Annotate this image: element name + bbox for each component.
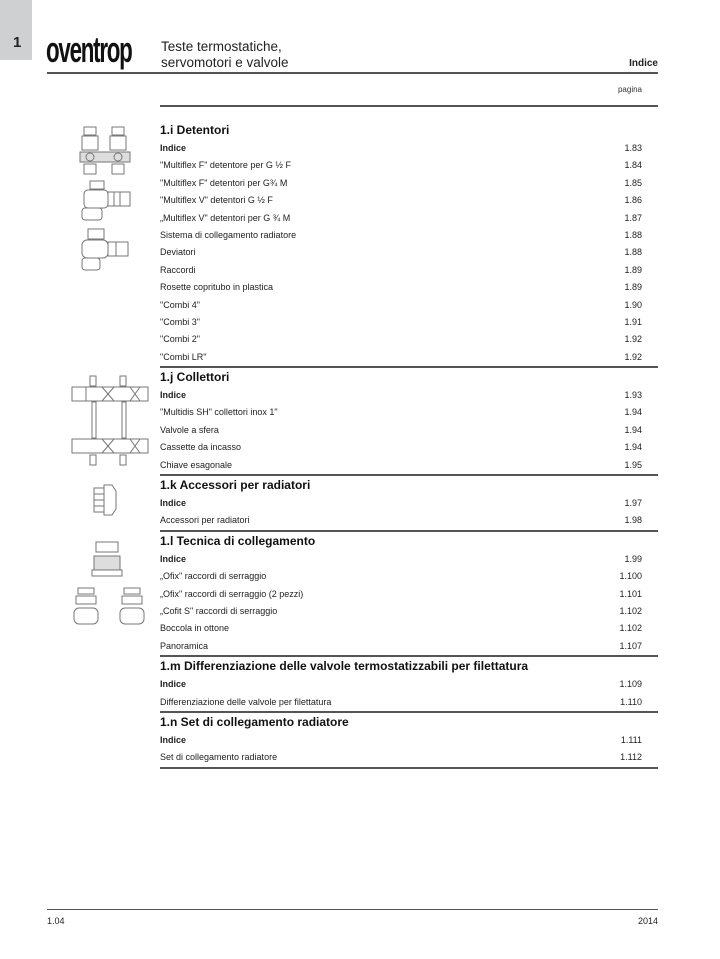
section-title: 1.m Differenziazione delle valvole termostatizzabili per filettatura: [160, 659, 529, 674]
chapter-number: 1: [13, 34, 22, 51]
toc-entry[interactable]: [160, 749, 658, 766]
toc-section: [160, 713, 658, 769]
entry-page: 1.89: [624, 264, 642, 275]
footer-divider: [47, 909, 658, 910]
entry-page: 1.92: [624, 334, 642, 345]
toc-entry[interactable]: [160, 227, 658, 244]
chapter-tab: [0, 0, 32, 60]
entry-page: 1.112: [620, 752, 642, 763]
entry-page: 1.102: [619, 623, 642, 634]
toc-section: [160, 368, 658, 476]
toc-entry[interactable]: [160, 210, 658, 227]
footer-year: 2014: [637, 916, 658, 926]
entry-label: Rosette copritubo in plastica: [160, 282, 274, 293]
entry-label: Indice: [160, 390, 187, 401]
entry-label: Deviatori: [160, 247, 196, 258]
manifold-illustration: [70, 375, 150, 467]
entry-page: 1.91: [624, 316, 642, 327]
toc-entry[interactable]: [160, 676, 658, 693]
entry-page: 1.93: [624, 390, 642, 401]
section-title: 1.j Collettori: [160, 370, 230, 385]
entry-label: "Multidis SH" collettori inox 1": [160, 407, 278, 418]
toc-divider: [160, 105, 658, 107]
toc-entry[interactable]: [160, 586, 658, 603]
toc-entry[interactable]: [160, 568, 658, 585]
entry-label: "Combi 3": [160, 316, 200, 327]
entry-page: 1.97: [624, 498, 642, 509]
entry-page: 1.107: [619, 640, 642, 651]
title-line-2: servomotori e valvole: [161, 55, 289, 70]
entry-label: „Multiflex V" detentori per G ¾ M: [160, 212, 291, 223]
radiator-plug-illustration: [92, 484, 118, 516]
toc-entry[interactable]: [160, 297, 658, 314]
entry-label: Panoramica: [160, 640, 209, 651]
entry-label: Indice: [160, 734, 187, 745]
detentori-valve-pair-illustration: [78, 126, 134, 176]
toc-entry[interactable]: [160, 512, 658, 529]
entry-page: 1.88: [624, 247, 642, 258]
entry-label: "Combi 2": [160, 334, 200, 345]
entry-label: Chiave esagonale: [160, 459, 233, 470]
entry-page: 1.94: [624, 424, 642, 435]
angle-valve-illustration-2: [78, 228, 134, 272]
entry-page: 1.85: [624, 177, 642, 188]
entry-page: 1.84: [624, 160, 642, 171]
entry-page: 1.83: [624, 143, 642, 153]
toc-entry[interactable]: [160, 603, 658, 620]
toc-section: [160, 657, 658, 713]
toc-entry[interactable]: [160, 620, 658, 637]
toc-entry[interactable]: [160, 457, 658, 474]
toc-entry[interactable]: [160, 314, 658, 331]
toc-entry[interactable]: [160, 279, 658, 296]
toc-section: [160, 121, 658, 368]
toc-section: [160, 532, 658, 657]
title-line-1: Teste termostatiche,: [161, 39, 282, 54]
toc-entry[interactable]: [160, 732, 658, 749]
entry-label: Indice: [160, 679, 187, 690]
entry-page: 1.98: [624, 515, 642, 526]
toc-entry[interactable]: [160, 404, 658, 421]
oventrop-logo: oventrop: [46, 29, 132, 70]
toc-entry[interactable]: [160, 422, 658, 439]
entry-page: 1.95: [624, 459, 642, 470]
table-of-contents: [160, 121, 658, 769]
entry-label: Cassette da incasso: [160, 442, 242, 453]
entry-page: 1.109: [619, 679, 642, 690]
entry-label: „Ofix" raccordi di serraggio (2 pezzi): [160, 588, 304, 599]
entry-page: 1.89: [624, 282, 642, 293]
entry-page: 1.94: [624, 407, 642, 418]
entry-label: Accessori per radiatori: [160, 515, 250, 526]
entry-label: „Ofix" raccordi di serraggio: [160, 571, 267, 582]
entry-label: Differenziazione delle valvole per filettatura: [160, 696, 332, 707]
section-label: Indice: [629, 58, 658, 69]
section-title: 1.k Accessori per radiatori: [160, 478, 311, 493]
toc-entry[interactable]: [160, 140, 658, 157]
toc-entry[interactable]: [160, 331, 658, 348]
toc-entry[interactable]: [160, 175, 658, 192]
toc-entry[interactable]: [160, 157, 658, 174]
entry-page: 1.92: [624, 351, 642, 362]
entry-label: „Cofit S" raccordi di serraggio: [160, 605, 278, 616]
entry-page: 1.101: [619, 588, 642, 599]
entry-label: Sistema di collegamento radiatore: [160, 229, 297, 240]
toc-entry[interactable]: [160, 495, 658, 512]
entry-page: 1.102: [619, 605, 642, 616]
toc-entry[interactable]: [160, 694, 658, 711]
entry-label: "Combi LR": [160, 351, 207, 362]
toc-section: [160, 476, 658, 532]
toc-entry[interactable]: [160, 262, 658, 279]
entry-page: 1.110: [620, 696, 642, 707]
section-title: 1.n Set di collegamento radiatore: [160, 714, 349, 729]
toc-entry[interactable]: [160, 192, 658, 209]
entry-page: 1.99: [624, 553, 642, 564]
entry-label: "Multiflex V" detentori G ½ F: [160, 195, 273, 206]
toc-entry[interactable]: [160, 244, 658, 261]
entry-label: "Combi 4": [160, 299, 200, 310]
entry-page: 1.100: [619, 571, 642, 582]
entry-label: Indice: [160, 143, 187, 153]
toc-entry[interactable]: [160, 349, 658, 366]
toc-entry[interactable]: [160, 387, 658, 404]
entry-page: 1.88: [624, 229, 642, 240]
entry-label: Indice: [160, 553, 187, 564]
toc-entry[interactable]: [160, 638, 658, 655]
entry-page: 1.94: [624, 442, 642, 453]
section-title: 1.i Detentori: [160, 123, 230, 137]
entry-label: Valvole a sfera: [160, 424, 219, 435]
entry-label: Indice: [160, 498, 187, 509]
entry-label: Boccola in ottone: [160, 623, 230, 634]
entry-page: 1.111: [620, 734, 642, 745]
entry-page: 1.90: [624, 299, 642, 310]
section-title: 1.l Tecnica di collegamento: [160, 533, 316, 548]
footer-page-number: 1.04: [47, 916, 65, 926]
angle-valve-illustration: [78, 180, 134, 222]
document-title: [161, 39, 289, 71]
entry-label: Raccordi: [160, 264, 196, 275]
entry-label: Set di collegamento radiatore: [160, 752, 278, 763]
entry-page: 1.86: [624, 195, 642, 206]
page-column-label: pagina: [617, 85, 642, 94]
compression-fittings-illustration: [72, 540, 148, 628]
toc-entry[interactable]: [160, 439, 658, 456]
entry-page: 1.87: [624, 212, 642, 223]
header-divider: [47, 72, 658, 74]
entry-label: "Multiflex F" detentori per G¾ M: [160, 177, 288, 188]
entry-label: "Multiflex F" detentore per G ½ F: [160, 160, 291, 171]
toc-entry[interactable]: [160, 551, 658, 568]
